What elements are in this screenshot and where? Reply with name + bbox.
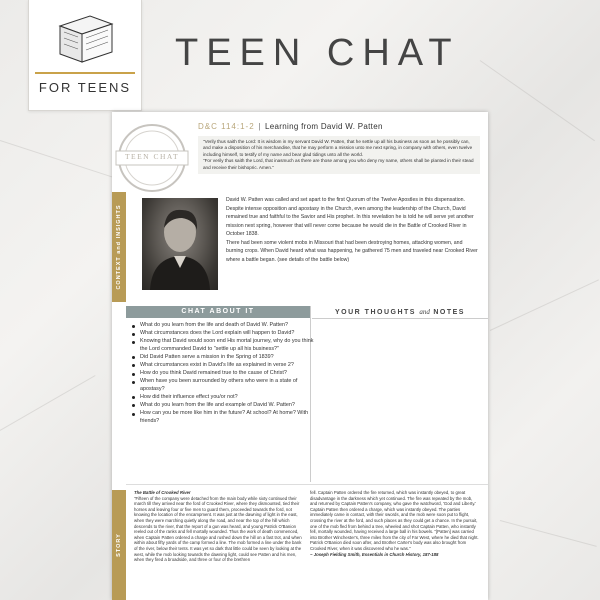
question-list [130,322,320,426]
story-divider [126,484,488,485]
badge-divider [35,72,135,74]
list-item: Did David Patten serve a mission in the Spring of 1839? [140,354,320,362]
bio-paragraph-2: There had been some violent mobs in Missouri that had been destroying homes, attacking women, and burning crops. When David heard what was happening, he gathered 75 men and traveled near Crooked River where a battle began. (see details of the battle below) [226,239,478,263]
story-text-2: fell. Captain Patten ordered the fire returned, which was instantly obeyed, to great disadvantage in the darkness which yet continued. The fire was repeated by the mob, and returned by Captain Patten's company, who gave the watchword, 'God and Liberty.' Captain Patten then ordered a charge, which was instantly obeyed. The parties immediately came in contact, with their swords, and the mob were soon put to flight, crossing the river at the ford, and such places as they could get a chance. In the pursuit, one of the mob fled from behind a tree, wheeled and shot Captain Patten, who instantly fell, mortally wounded, having received a large ball in his bowels. "[Patten] was carried into Brother Winchester's, three miles from the city of Far West, where he died that night. Patrick O'Banion died soon after, and Brother Carter's body was also brought from Crooked River, when it was discovered who he was." [310,490,479,551]
story-title: The Battle of Crooked River [134,490,191,495]
for-teens-badge [28,0,142,111]
story-text-1: "Fifteen of the company were detached from the main body while sixty continued their march till they arrived near the ford of Crooked River, where they dismounted, tied their horses and leaving four or five men to guard them, proceeded towards the ford, not knowing the location of the encampment. It was just at the dawning of light in the east, when they were marching quietly along the road, and near the top of the hill which descends to the river, that the report of a gun was heard, and young Patrick O'Banion reeled out of the ranks and fell mortally wounded. Thus the work of death commenced, when Captain Patten ordered a charge and rushed down the hill on a fast trot, and when within about fifty yards of the camp formed a line. The mob formed a line under the bank of the river, below their tents. It was yet so dark that little could be seen by looking at the west, while the mob looking towards the dawning light, could see Patten and his men, when they fired a broadside, and three or four of the brethren [134,495,302,563]
stamp-text: TEEN CHAT [124,152,180,161]
context-bio [226,196,480,264]
story-citation: ~ Joseph Fielding Smith, Essentials in Church History, 187-188 [310,551,439,557]
list-item: When have you been surrounded by others who were in a state of apostasy? [140,378,320,393]
scripture-book-icon [50,8,120,68]
bio-paragraph-1: David W. Patten was called and set apart to the first Quorum of the Twelve Apostles in this dispensation. Despite intense opposition and apostasy in the Church, even among the leadership of the Church, David remained true and faithful to the Savior and His prophet. In this revelation he is told he will serve yet another mission next spring, however that will never come because he would die in the Battle of Crooked River in October 1838. [226,197,474,237]
scripture-quote [198,136,480,174]
notes-header [312,306,488,319]
chat-about-it-header: CHAT ABOUT IT [126,306,310,318]
list-item: How do you think David remained true to the cause of Christ? [140,370,320,378]
story-tab [112,490,126,600]
context-tab [112,192,126,302]
story-tab-label: STORY [116,533,122,557]
list-item: What do you learn from the life and example of David W. Patten? [140,402,320,410]
context-tab-label: CONTEXT and INSIGHTS [116,204,122,290]
list-item: How can you be more like him in the future? At school? At home? With friends? [140,410,320,425]
lesson-subtitle: Learning from David W. Patten [265,122,383,131]
badge-label: FOR TEENS [38,80,132,95]
portrait-figure [142,198,218,290]
notes-header-and: and [419,308,430,316]
notes-header-part-a: YOUR THOUGHTS [335,309,416,316]
list-item: How did their influence effect you/or not? [140,394,320,402]
lesson-page [112,112,488,600]
page-title: TEEN CHAT [175,32,460,74]
list-item: Knowing that David would soon end His mortal journey, why do you think the Lord commanded David to "settle up all his business?" [140,338,320,353]
list-item: What circumstances exist in David's life as explained in verse 2? [140,362,320,370]
notes-header-part-b: NOTES [433,309,465,316]
list-item: What circumstances does the Lord explain will happen to David? [140,330,320,338]
lesson-header [198,122,383,131]
story-column-1 [134,490,302,563]
scripture-verse-2: "For verily thus saith the Lord, that inasmuch as there are those among you who deny my name, others shall be planted in their stead and receive their bishopric. Amen." [203,158,474,170]
scripture-reference: D&C 114:1-2 [198,122,255,131]
list-item: What do you learn from the life and death of David W. Patten? [140,322,320,330]
header-separator: | [258,122,262,131]
portrait-image [142,198,218,290]
scripture-verse-1: "Verily thus saith the Lord: It is wisdom in my servant David W. Patten, that he settle up all his business as soon as he possibly can, and make a disposition of his merchandise, that he may perform a mission unto me next spring, in company with others, even twelve including himself, to testify of my name and bear glad tidings unto all the world. [203,139,473,157]
story-column-2 [310,490,480,557]
